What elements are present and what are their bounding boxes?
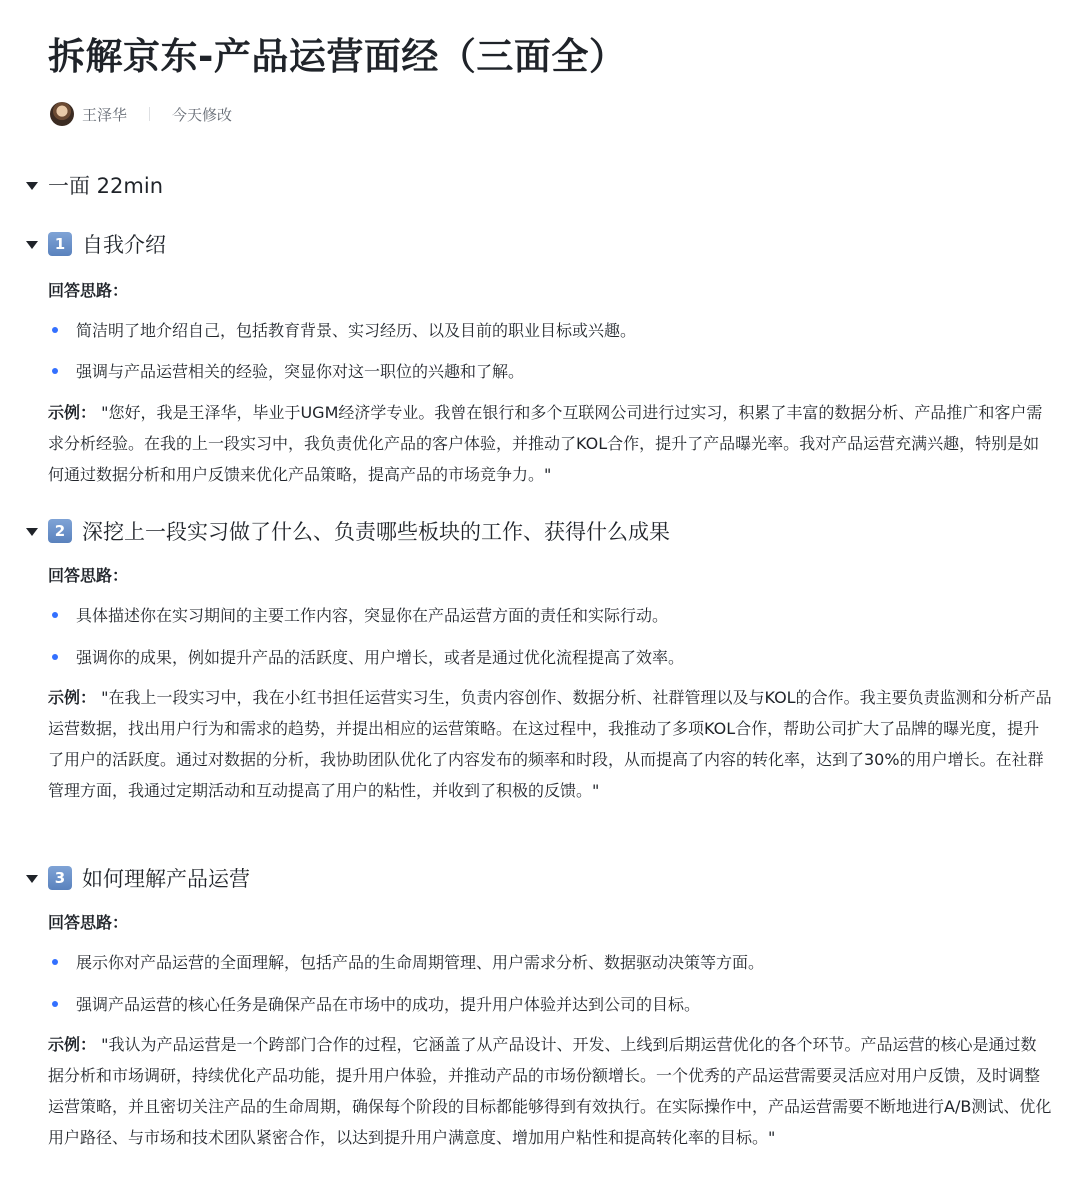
list-item xyxy=(48,992,700,1015)
doc-meta xyxy=(50,101,232,127)
heading-question-3[interactable] xyxy=(26,863,250,893)
example-text: "在我上一段实习中，我在小红书担任运营实习生，负责内容创作、数据分析、社群管理以及与KOL的合作。我主要负责监测和分析产品运营数据，找出用户行为和需求的趋势，并提出相应的运营策略。在这过程中，我推动了多项KOL合作，帮助公司扩大了品牌的曝光度，提升了用户的活跃度。通过对数据的分析，我协助团队优化了内容发布的频率和时段，从而提高了内容的转化率，达到了30%的用户增长。在社群管理方面，我通过定期活动和互动提高了用户的粘性，并收到了积极的反馈。" xyxy=(48,688,1052,800)
heading-round-1[interactable] xyxy=(26,170,163,200)
list-item-text: 强调与产品运营相关的经验，突显你对这一职位的兴趣和了解。 xyxy=(76,362,525,381)
answer-label: 回答思路： xyxy=(48,913,129,932)
modified-time: 今天修改 xyxy=(172,105,233,124)
list-item-text: 展示你对产品运营的全面理解，包括产品的生命周期管理、用户需求分析、数据驱动决策等方面。 xyxy=(76,953,765,972)
heading-text: 如何理解产品运营 xyxy=(82,867,250,891)
answer-label: 回答思路： xyxy=(48,281,129,300)
heading-question-2[interactable] xyxy=(26,516,670,546)
answer-label: 回答思路： xyxy=(48,566,129,585)
example-paragraph xyxy=(48,1029,1052,1153)
list-item xyxy=(48,645,684,668)
list-item-text: 具体描述你在实习期间的主要工作内容，突显你在产品运营方面的责任和实际行动。 xyxy=(76,606,669,625)
example-label: 示例： xyxy=(48,688,97,707)
page-title: 拆解京东-产品运营面经（三面全） xyxy=(48,35,627,78)
heading-question-1[interactable] xyxy=(26,229,166,259)
list-item xyxy=(48,950,764,973)
collapse-caret-icon[interactable] xyxy=(26,241,38,249)
list-item xyxy=(48,359,524,382)
bullet-dot-icon xyxy=(52,959,58,965)
collapse-caret-icon[interactable] xyxy=(26,875,38,883)
example-text: "我认为产品运营是一个跨部门合作的过程，它涵盖了从产品设计、开发、上线到后期运营优化的各个环节。产品运营的核心是通过数据分析和市场调研，持续优化产品功能，提升用户体验，并推动产品的市场份额增长。一个优秀的产品运营需要灵活应对用户反馈，及时调整运营策略，并且密切关注产品的生命周期，确保每个阶段的目标都能够得到有效执行。在实际操作中，产品运营需要不断地进行A/B测试、优化用户路径、与市场和技术团队紧密合作，以达到提升用户满意度、增加用户粘性和提高转化率的目标。" xyxy=(48,1035,1052,1147)
number-1-icon: 1 xyxy=(48,232,72,256)
number-3-icon: 3 xyxy=(48,866,72,890)
list-item-text: 强调你的成果，例如提升产品的活跃度、用户增长，或者是通过优化流程提高了效率。 xyxy=(76,648,685,667)
list-item xyxy=(48,603,668,626)
bullet-dot-icon xyxy=(52,327,58,333)
heading-text: 自我介绍 xyxy=(82,233,166,257)
list-item-text: 强调产品运营的核心任务是确保产品在市场中的成功，提升用户体验并达到公司的目标。 xyxy=(76,995,701,1014)
example-paragraph xyxy=(48,682,1052,806)
list-item xyxy=(48,318,636,341)
bullet-dot-icon xyxy=(52,368,58,374)
bullet-dot-icon xyxy=(52,1001,58,1007)
bullet-dot-icon xyxy=(52,612,58,618)
heading-text: 一面 22min xyxy=(48,174,163,198)
example-label: 示例： xyxy=(48,403,97,422)
collapse-caret-icon[interactable] xyxy=(26,528,38,536)
bullet-dot-icon xyxy=(52,654,58,660)
meta-divider xyxy=(149,107,150,121)
heading-text: 深挖上一段实习做了什么、负责哪些板块的工作、获得什么成果 xyxy=(82,520,670,544)
collapse-caret-icon[interactable] xyxy=(26,182,38,190)
author-name[interactable]: 王泽华 xyxy=(82,105,128,124)
example-text: "您好，我是王泽华，毕业于UGM经济学专业。我曾在银行和多个互联网公司进行过实习，积累了丰富的数据分析、产品推广和客户需求分析经验。在我的上一段实习中，我负责优化产品的客户体验，并推动了KOL合作，提升了产品曝光率。我对产品运营充满兴趣，特别是如何通过数据分析和用户反馈来优化产品策略，提高产品的市场竞争力。" xyxy=(48,403,1043,484)
example-label: 示例： xyxy=(48,1035,97,1054)
example-paragraph xyxy=(48,397,1052,490)
number-2-icon: 2 xyxy=(48,519,72,543)
avatar[interactable] xyxy=(50,102,74,126)
list-item-text: 简洁明了地介绍自己，包括教育背景、实习经历、以及目前的职业目标或兴趣。 xyxy=(76,321,637,340)
